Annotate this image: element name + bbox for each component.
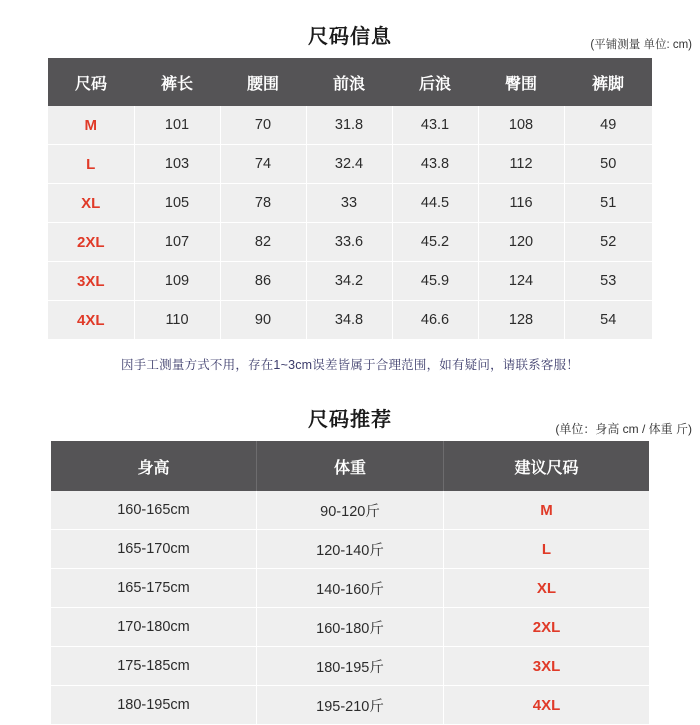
cell-waist: 78 xyxy=(220,184,306,223)
col-header-height: 身高 xyxy=(51,441,257,491)
size-recommend-unit-note: (单位：身高 cm / 体重 斤) xyxy=(555,422,692,436)
cell-cuff: 51 xyxy=(564,184,652,223)
cell-weight: 180-195斤 xyxy=(257,647,444,686)
cell-size: XL xyxy=(48,184,134,223)
cell-suggested-size: 3XL xyxy=(444,647,650,686)
col-header-size: 尺码 xyxy=(48,58,134,106)
cell-back-rise: 43.1 xyxy=(392,106,478,145)
table-row xyxy=(51,569,649,608)
cell-height: 175-185cm xyxy=(51,647,257,686)
col-header-back-rise: 后浪 xyxy=(392,58,478,106)
cell-height: 165-175cm xyxy=(51,569,257,608)
size-info-title-row xyxy=(0,16,700,58)
table-row xyxy=(48,262,652,301)
cell-suggested-size: L xyxy=(444,530,650,569)
cell-height: 180-195cm xyxy=(51,686,257,725)
table-row xyxy=(51,608,649,647)
cell-weight: 160-180斤 xyxy=(257,608,444,647)
cell-front-rise: 34.2 xyxy=(306,262,392,301)
table-row xyxy=(48,301,652,340)
cell-hip: 108 xyxy=(478,106,564,145)
size-recommend-section xyxy=(0,373,700,725)
cell-hip: 124 xyxy=(478,262,564,301)
cell-front-rise: 33.6 xyxy=(306,223,392,262)
table-row xyxy=(51,530,649,569)
cell-cuff: 52 xyxy=(564,223,652,262)
cell-waist: 82 xyxy=(220,223,306,262)
cell-cuff: 54 xyxy=(564,301,652,340)
size-recommend-title: 尺码推荐 xyxy=(308,409,392,431)
table-row xyxy=(48,223,652,262)
cell-front-rise: 34.8 xyxy=(306,301,392,340)
cell-size: 4XL xyxy=(48,301,134,340)
cell-waist: 86 xyxy=(220,262,306,301)
table-row xyxy=(48,106,652,145)
size-recommend-title-row xyxy=(0,399,700,441)
cell-cuff: 53 xyxy=(564,262,652,301)
cell-weight: 195-210斤 xyxy=(257,686,444,725)
cell-cuff: 49 xyxy=(564,106,652,145)
size-info-title: 尺码信息 xyxy=(308,26,392,48)
size-info-table xyxy=(48,58,652,339)
cell-size: 2XL xyxy=(48,223,134,262)
cell-weight: 120-140斤 xyxy=(257,530,444,569)
table-row xyxy=(51,686,649,725)
cell-back-rise: 45.2 xyxy=(392,223,478,262)
cell-height: 165-170cm xyxy=(51,530,257,569)
size-recommend-table-body xyxy=(51,491,649,725)
table-row xyxy=(48,184,652,223)
cell-length: 103 xyxy=(134,145,220,184)
cell-weight: 140-160斤 xyxy=(257,569,444,608)
cell-back-rise: 44.5 xyxy=(392,184,478,223)
cell-hip: 128 xyxy=(478,301,564,340)
size-recommend-table-head xyxy=(51,441,649,491)
col-header-cuff: 裤脚 xyxy=(564,58,652,106)
cell-waist: 74 xyxy=(220,145,306,184)
cell-suggested-size: 4XL xyxy=(444,686,650,725)
cell-length: 109 xyxy=(134,262,220,301)
size-info-table-head xyxy=(48,58,652,106)
cell-hip: 116 xyxy=(478,184,564,223)
measurement-footnote: 因手工测量方式不用，存在1~3cm误差皆属于合理范围，如有疑问，请联系客服！ xyxy=(121,358,579,372)
cell-length: 101 xyxy=(134,106,220,145)
cell-front-rise: 31.8 xyxy=(306,106,392,145)
table-row xyxy=(51,491,649,530)
cell-hip: 112 xyxy=(478,145,564,184)
cell-front-rise: 32.4 xyxy=(306,145,392,184)
table-row xyxy=(48,145,652,184)
col-header-length: 裤长 xyxy=(134,58,220,106)
cell-length: 105 xyxy=(134,184,220,223)
cell-length: 110 xyxy=(134,301,220,340)
cell-height: 160-165cm xyxy=(51,491,257,530)
col-header-suggested-size: 建议尺码 xyxy=(444,441,650,491)
size-recommend-table xyxy=(51,441,649,725)
cell-cuff: 50 xyxy=(564,145,652,184)
cell-length: 107 xyxy=(134,223,220,262)
cell-size: 3XL xyxy=(48,262,134,301)
cell-waist: 90 xyxy=(220,301,306,340)
col-header-weight: 体重 xyxy=(257,441,444,491)
size-info-table-body xyxy=(48,106,652,339)
cell-size: L xyxy=(48,145,134,184)
table-row xyxy=(51,647,649,686)
cell-size: M xyxy=(48,106,134,145)
size-info-unit-note: (平铺测量 单位: cm) xyxy=(590,39,692,51)
cell-suggested-size: M xyxy=(444,491,650,530)
cell-suggested-size: 2XL xyxy=(444,608,650,647)
cell-back-rise: 43.8 xyxy=(392,145,478,184)
cell-back-rise: 45.9 xyxy=(392,262,478,301)
col-header-hip: 臀围 xyxy=(478,58,564,106)
cell-back-rise: 46.6 xyxy=(392,301,478,340)
cell-waist: 70 xyxy=(220,106,306,145)
col-header-front-rise: 前浪 xyxy=(306,58,392,106)
table-header-row xyxy=(51,441,649,491)
table-header-row xyxy=(48,58,652,106)
cell-hip: 120 xyxy=(478,223,564,262)
col-header-waist: 腰围 xyxy=(220,58,306,106)
cell-height: 170-180cm xyxy=(51,608,257,647)
cell-front-rise: 33 xyxy=(306,184,392,223)
cell-weight: 90-120斤 xyxy=(257,491,444,530)
cell-suggested-size: XL xyxy=(444,569,650,608)
